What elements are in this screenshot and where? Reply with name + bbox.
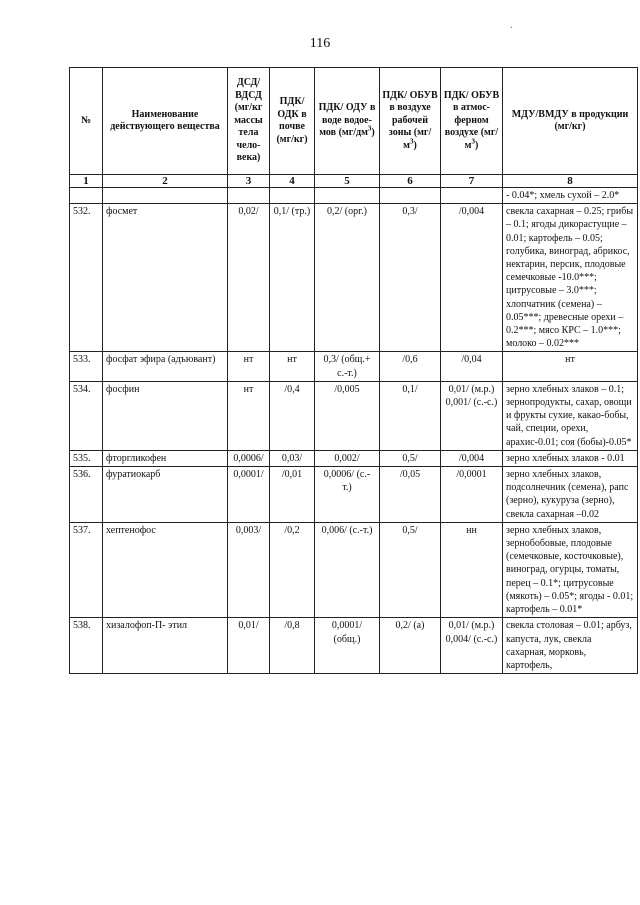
cell-mdu: зерно хлебных злаков - 0.01 (503, 450, 638, 466)
column-number: 1 (70, 175, 103, 188)
cell-pdk-soil: /0,4 (270, 381, 315, 450)
cell-dsd: 0,0006/ (228, 450, 270, 466)
cell-substance-name: фосфат эфира (адъювант) (103, 352, 228, 381)
cell-pdk-atmo-air: /0,004 (441, 204, 503, 352)
cell-pdk-soil: 0,1/ (тр.) (270, 204, 315, 352)
header-pdk-work-air: ПДК/ ОБУВ в воздухе рабочей зоны $(мг/м^3)$ (380, 68, 441, 175)
column-number: 7 (441, 175, 503, 188)
table-row (70, 381, 638, 450)
table-row (70, 450, 638, 466)
cell-pdk-work-air: 0,2/ (а) (380, 618, 441, 674)
cell-mdu: зерно хлебных злаков, зернобобовые, плодовые (семечковые, косточковые), виноград, огурцы, томаты, перец – 0.1*; цитрусовые (мякоть) – 0.05*; ягоды - 0.01; картофель – 0.01* (503, 522, 638, 617)
cell-number: 535. (70, 450, 103, 466)
cell-mdu: зерно хлебных злаков – 0.1; зернопродукты, сахар, овощи и фрукты сухие, какао-бобы, чай, специи, орехи, арахис-0.01; соя (бобы)-0.05* (503, 381, 638, 450)
column-number: 6 (380, 175, 441, 188)
header-substance-name: Наименование действующего вещества (103, 68, 228, 175)
header-number: № (70, 68, 103, 175)
cell-pdk-work-air: /0,05 (380, 467, 441, 523)
cell-number: 532. (70, 204, 103, 352)
column-number: 8 (503, 175, 638, 188)
cell-pdk-soil: 0,03/ (270, 450, 315, 466)
cell-pdk-atmo-air (441, 188, 503, 204)
cell-substance-name: фосмет (103, 204, 228, 352)
cell-pdk-water (315, 188, 380, 204)
table-row (70, 618, 638, 674)
cell-pdk-atmo-air: нн (441, 522, 503, 617)
cell-pdk-soil: /0,2 (270, 522, 315, 617)
column-number: 2 (103, 175, 228, 188)
page-number: 116 (309, 36, 331, 51)
cell-number: 537. (70, 522, 103, 617)
table-row (70, 522, 638, 617)
column-number: 4 (270, 175, 315, 188)
cell-pdk-work-air: 0,5/ (380, 450, 441, 466)
cell-dsd (228, 188, 270, 204)
header-pdk-soil: ПДК/ ОДК в почве (мг/кг) (270, 68, 315, 175)
cell-mdu: зерно хлебных злаков, подсолнечник (семена), рапс (зерно), кукуруза (зерно), свекла сахарная –0.02 (503, 467, 638, 523)
table-row (70, 467, 638, 523)
cell-pdk-atmo-air: /0,04 (441, 352, 503, 381)
cell-number: 538. (70, 618, 103, 674)
cell-pdk-water: 0,0001/ (общ.) (315, 618, 380, 674)
cell-pdk-atmo-air: /0,004 (441, 450, 503, 466)
table-row (70, 352, 638, 381)
column-number: 3 (228, 175, 270, 188)
cell-mdu: свекла столовая – 0.01; арбуз, капуста, лук, свекла сахарная, морковь, картофель, (503, 618, 638, 674)
cell-substance-name (103, 188, 228, 204)
header-mdu: МДУ/ВМДУ в продукции (мг/кг) (503, 68, 638, 175)
pesticide-regulation-table (69, 67, 638, 674)
cell-pdk-work-air: 0,3/ (380, 204, 441, 352)
cell-pdk-water: 0,006/ (с.-т.) (315, 522, 380, 617)
cell-dsd: 0,0001/ (228, 467, 270, 523)
cell-pdk-water: 0,3/ (общ.+ с.-т.) (315, 352, 380, 381)
cell-dsd: 0,02/ (228, 204, 270, 352)
table-row (70, 204, 638, 352)
table-row (70, 188, 638, 204)
cell-pdk-water: 0,2/ (орг.) (315, 204, 380, 352)
header-pdk-water: ПДК/ ОДУ в воде водое-мов $(мг/дм^3)$ (315, 68, 380, 175)
cell-pdk-water: 0,0006/ (с.- т.) (315, 467, 380, 523)
cell-substance-name: фуратиокарб (103, 467, 228, 523)
header-row (70, 68, 638, 175)
cell-substance-name: хептенофос (103, 522, 228, 617)
cell-pdk-soil: нт (270, 352, 315, 381)
cell-mdu: свекла сахарная – 0.25; грибы – 0.1; ягоды дикорастущие – 0.01; картофель – 0.05; голубика, виноград, абрикос, нектарин, персик, плодовые семечковые -10.0***; цитрусовые – 3.0***; хлопчатник (семена) – 0.05***; древесные орехи – 0.2***; мясо КРС – 1.0***; молоко – 0.02*** (503, 204, 638, 352)
cell-substance-name: фторгликофен (103, 450, 228, 466)
corner-mark: . (510, 20, 513, 31)
cell-mdu: - 0.04*; хмель сухой – 2.0* (503, 188, 638, 204)
cell-pdk-water: 0,002/ (315, 450, 380, 466)
header-pdk-atmo-air: ПДК/ ОБУВ в атмос-ферном воздухе $(мг/м^3)$ (441, 68, 503, 175)
cell-number: 533. (70, 352, 103, 381)
cell-pdk-soil: /0,01 (270, 467, 315, 523)
cell-number: 536. (70, 467, 103, 523)
cell-dsd: 0,003/ (228, 522, 270, 617)
cell-substance-name: хизалофоп-П- этил (103, 618, 228, 674)
cell-number (70, 188, 103, 204)
cell-number: 534. (70, 381, 103, 450)
cell-dsd: 0,01/ (228, 618, 270, 674)
cell-pdk-work-air (380, 188, 441, 204)
cell-pdk-atmo-air: 0,01/ (м.р.) 0,001/ (с.-с.) (441, 381, 503, 450)
cell-pdk-atmo-air: 0,01/ (м.р.) 0,004/ (с.-с.) (441, 618, 503, 674)
cell-pdk-soil (270, 188, 315, 204)
cell-mdu: нт (503, 352, 638, 381)
cell-pdk-work-air: 0,5/ (380, 522, 441, 617)
cell-pdk-atmo-air: /0,0001 (441, 467, 503, 523)
cell-dsd: нт (228, 352, 270, 381)
cell-pdk-work-air: 0,1/ (380, 381, 441, 450)
column-number: 5 (315, 175, 380, 188)
cell-substance-name: фосфин (103, 381, 228, 450)
cell-pdk-work-air: /0,6 (380, 352, 441, 381)
header-dsd: ДСД/ ВДСД (мг/кг массы тела чело-века) (228, 68, 270, 175)
column-number-row (70, 175, 638, 188)
cell-pdk-soil: /0,8 (270, 618, 315, 674)
cell-pdk-water: /0,005 (315, 381, 380, 450)
cell-dsd: нт (228, 381, 270, 450)
